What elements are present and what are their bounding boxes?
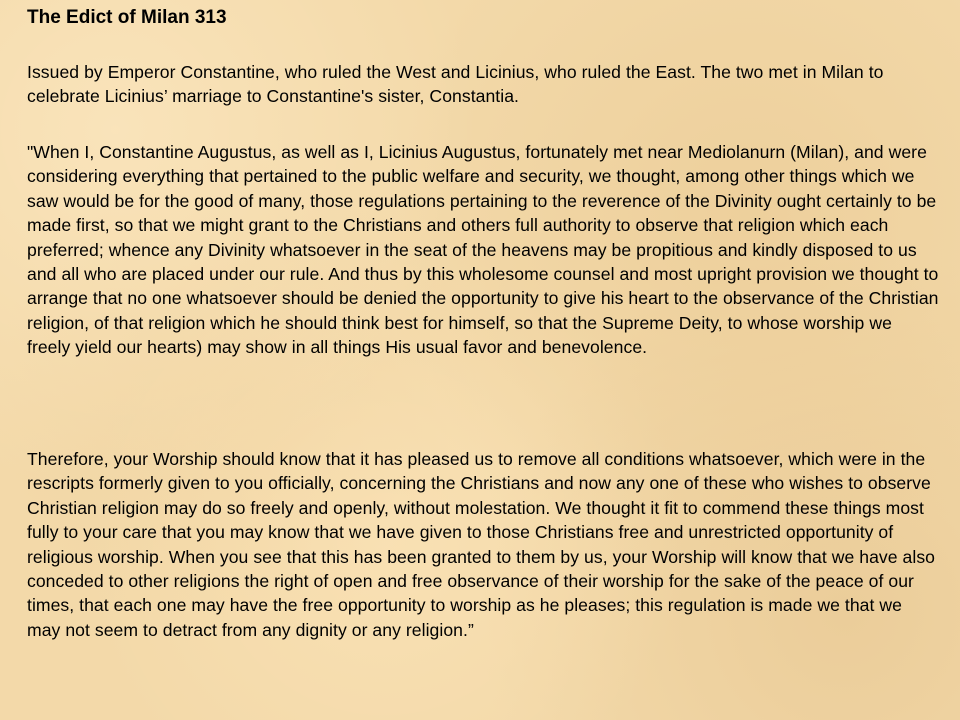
edict-quote-paragraph-2: Therefore, your Worship should know that it has pleased us to remove all conditions whatsoever, which were in the rescripts formerly given to you officially, concerning the Christians and now any one of these who wishes to observe Christian religion may do so freely and openly, without molestation. We thought it fit to commend these things most fully to your care that you may know that we have given to those Christians free and unrestricted opportunity of religious worship. When you see that this has been granted to them by us, your Worship will know that we have also conceded to other religions the right of open and free observance of their worship for the sake of the peace of our times, that each one may have the free opportunity to worship as he pleases; this regulation is made we that we may not seem to detract from any dignity or any religion.” [27, 449, 936, 640]
intro-paragraph: Issued by Emperor Constantine, who ruled the West and Licinius, who ruled the East. The two met in Milan to celebrate Licinius’ marriage to Constantine's sister, Constantia. [27, 62, 884, 107]
edict-quote-paragraph-1: "When I, Constantine Augustus, as well as I, Licinius Augustus, fortunately met near Mediolanurn (Milan), and were considering everything that pertained to the public welfare and security, we thought, among other things which we saw would be for the good of many, those regulations pertaining to the reverence of the Divinity ought certainly to be made first, so that we might grant to the Christians and others full authority to observe that religion which each preferred; whence any Divinity whatsoever in the seat of the heavens may be propitious and kindly disposed to us and all who are placed under our rule. And thus by this wholesome counsel and most upright provision we thought to arrange that no one whatsoever should be denied the opportunity to give his heart to the observance of the Christian religion, of that religion which he should think best for himself, so that the Supreme Deity, to whose worship we freely yield our hearts) may show in all things His usual favor and benevolence. [27, 142, 939, 358]
document-title: The Edict of Milan 313 [27, 7, 227, 28]
